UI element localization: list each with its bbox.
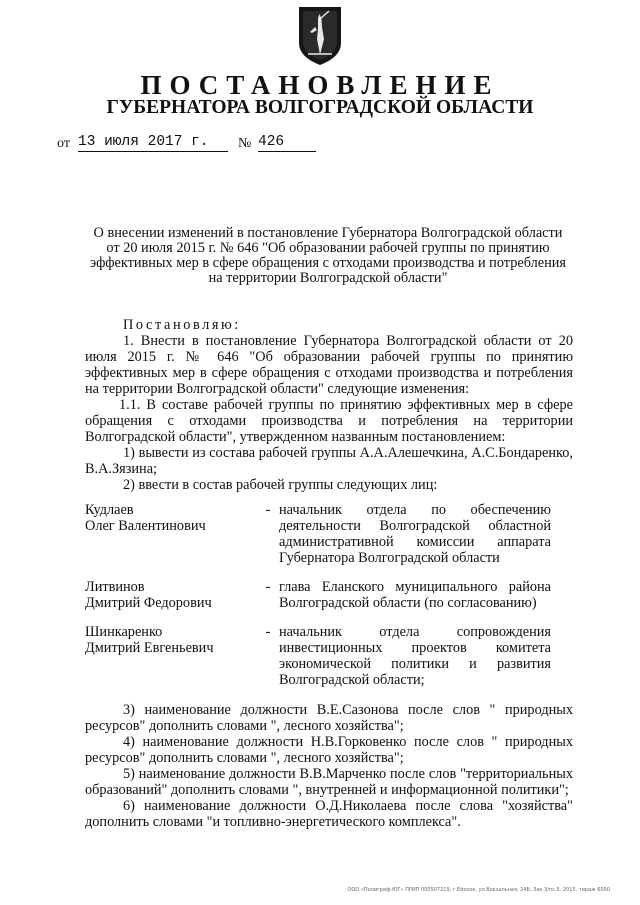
person-name [85, 624, 257, 688]
person-position: начальник отдела сопровождения инвестиционных проектов комитета экономической политики и развития Волгоградской области; [279, 624, 551, 688]
subject-line: от 20 июля 2015 г. № 646 "Об образовании рабочей группы по принятию [106, 240, 550, 256]
coat-of-arms-emblem [296, 5, 344, 67]
subitem-1: 1) вывести из состава рабочей группы А.А.Алешечкина, А.С.Бондаренко, В.А.Зязина; [85, 445, 573, 477]
person-surname: Кудлаев [85, 502, 134, 518]
person-entry [85, 624, 573, 688]
document-number: 426 [258, 134, 316, 152]
resolve-phrase: Постановляю: [123, 317, 241, 333]
person-surname: Шинкаренко [85, 624, 163, 640]
dash-separator: - [265, 624, 271, 640]
dash-separator: - [265, 502, 271, 518]
subitem-2: 2) ввести в состав рабочей группы следующих лиц: [123, 477, 438, 493]
subject-line: О внесении изменений в постановление Губернатора Волгоградской области [93, 225, 563, 241]
subject-line: на территории Волгоградской области" [208, 270, 448, 286]
person-given-name: Дмитрий Федорович [85, 595, 212, 611]
paragraph-item-1: 1. Внести в постановление Губернатора Волгоградской области от 20 июля 2015 г. № 646 "Об образовании рабочей группы по принятию эффективных мер в сфере обращения с отходами производства и потребления на территории Волгоградской области" следующие изменения: [85, 333, 573, 397]
person-position: глава Еланского муниципального района Волгоградской области (по согласованию) [279, 579, 551, 611]
document-date: 13 июля 2017 г. [78, 134, 228, 152]
person-name [85, 502, 257, 566]
printer-imprint: ООО «Полиграф-ЮГ» ПРИП 000507219, г.Ейское, ул.Вокзальная, 24Б. Зак.3/пс.5. 2015. тираж 6000 [347, 887, 610, 893]
document-title: ПОСТАНОВЛЕНИЕ [140, 70, 500, 100]
subject-line: эффективных мер в сфере обращения с отходами производства и потребления [90, 255, 566, 271]
dash-separator: - [265, 579, 271, 595]
document-authority: ГУБЕРНАТОРА ВОЛГОГРАДСКОЙ ОБЛАСТИ [106, 97, 534, 118]
person-entry [85, 502, 573, 566]
subitem-6: 6) наименование должности О.Д.Николаева после слова "хозяйства" дополнить словами "и топливно-энергетического комплекса". [85, 798, 573, 830]
date-prefix: от [57, 136, 70, 151]
person-entry [85, 579, 573, 611]
subitem-5: 5) наименование должности В.В.Марченко после слов "территориальных образований" дополнить словами ", внутренней и информационной политики"; [85, 766, 573, 798]
person-position: начальник отдела по обеспечению деятельности Волгоградской областной административной комиссии аппарата Губернатора Волгоградской области [279, 502, 551, 566]
subitem-4: 4) наименование должности Н.В.Горковенко после слов " природных ресурсов" дополнить словами ", лесного хозяйства"; [85, 734, 573, 766]
document-subject [78, 226, 578, 286]
person-surname: Литвинов [85, 579, 145, 595]
document-body [85, 317, 573, 830]
person-given-name: Олег Валентинович [85, 518, 206, 534]
subitem-3: 3) наименование должности В.Е.Сазонова после слов " природных ресурсов" дополнить словами ", лесного хозяйства"; [85, 702, 573, 734]
number-prefix: № [238, 136, 252, 151]
person-name [85, 579, 257, 611]
paragraph-item-1-1: 1.1. В составе рабочей группы по принятию эффективных мер в сфере обращения с отходами производства и потребления на территории Волгоградской области", утвержденном названным постановлением: [85, 397, 573, 445]
person-given-name: Дмитрий Евгеньевич [85, 640, 214, 656]
